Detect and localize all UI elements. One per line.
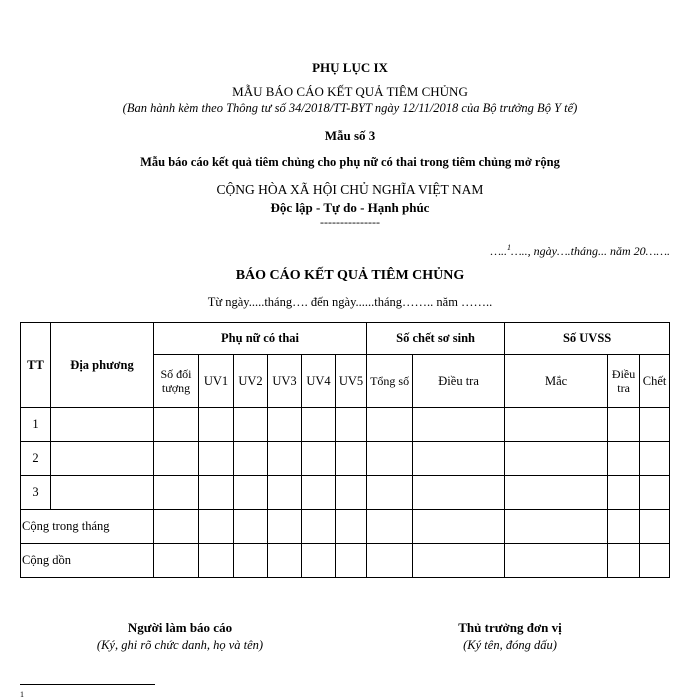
header-locality: Địa phương	[51, 323, 154, 408]
cell	[640, 544, 670, 578]
cell	[268, 476, 302, 510]
cell	[505, 510, 608, 544]
head-note: (Ký tên, đóng dấu)	[463, 638, 557, 652]
cell	[608, 442, 640, 476]
form-description: Mẫu báo cáo kết quả tiêm chủng cho phụ nữ có thai trong tiêm chủng mở rộng	[140, 155, 560, 169]
subheader-uv1: UV1	[199, 355, 234, 408]
cell	[505, 408, 608, 442]
cell	[505, 544, 608, 578]
cell	[608, 544, 640, 578]
report-table	[20, 322, 670, 578]
cell	[234, 544, 268, 578]
head-signature-block	[410, 620, 610, 653]
cumulative-label: Cộng dồn	[21, 544, 154, 578]
cell	[268, 510, 302, 544]
form-title: MẪU BÁO CÁO KẾT QUẢ TIÊM CHỦNG	[232, 84, 468, 99]
cell	[367, 544, 413, 578]
cell	[234, 442, 268, 476]
cell	[640, 442, 670, 476]
cell	[154, 442, 199, 476]
cell	[336, 510, 367, 544]
subheader-uvss-investigated: Điều tra	[608, 355, 640, 408]
subheader-subjects: Số đối tượng	[154, 355, 199, 408]
cell	[234, 510, 268, 544]
cell	[336, 544, 367, 578]
reporter-note: (Ký, ghi rõ chức danh, họ và tên)	[96, 638, 264, 652]
report-period: Từ ngày.....tháng…. đến ngày......tháng…….. năm ……..	[207, 295, 493, 309]
subheader-investigated: Điều tra	[413, 355, 505, 408]
cell	[51, 476, 154, 510]
cell	[302, 442, 336, 476]
subheader-uv2: UV2	[234, 355, 268, 408]
cell	[413, 408, 505, 442]
issued-note: (Ban hành kèm theo Thông tư số 34/2018/TT-BYT ngày 12/11/2018 của Bộ trưởng Bộ Y tế)	[122, 101, 578, 115]
subheader-deaths: Chết	[640, 355, 670, 408]
place-blank: …..	[490, 244, 507, 258]
cell	[608, 408, 640, 442]
cell	[302, 544, 336, 578]
row-number: 3	[21, 476, 51, 510]
head-title: Thủ trưởng đơn vị	[458, 620, 562, 635]
cell	[268, 408, 302, 442]
subheader-uv5: UV5	[336, 355, 367, 408]
header-pregnant-women: Phụ nữ có thai	[154, 323, 367, 355]
reporter-signature-block	[80, 620, 280, 653]
nation-name: CỘNG HÒA XÃ HỘI CHỦ NGHĨA VIỆT NAM	[216, 182, 484, 197]
cell	[367, 408, 413, 442]
date-text: ….., ngày….tháng... năm 20…….	[510, 244, 670, 258]
cell	[413, 544, 505, 578]
cell	[640, 476, 670, 510]
cell	[336, 476, 367, 510]
header-newborn-deaths: Số chết sơ sinh	[367, 323, 505, 355]
cell	[640, 510, 670, 544]
cell	[199, 408, 234, 442]
footnote-ref: 1	[506, 243, 511, 252]
cell	[199, 442, 234, 476]
table-row-month-total	[21, 510, 670, 544]
cell	[302, 408, 336, 442]
header-tt: TT	[21, 323, 51, 408]
header-uvss: Số UVSS	[505, 323, 670, 355]
cell	[154, 510, 199, 544]
cell	[608, 476, 640, 510]
cell	[336, 442, 367, 476]
table-row	[21, 442, 670, 476]
cell	[413, 442, 505, 476]
cell	[51, 408, 154, 442]
cell	[505, 442, 608, 476]
cell	[51, 442, 154, 476]
cell	[199, 544, 234, 578]
cell	[302, 476, 336, 510]
cell	[154, 476, 199, 510]
reporter-title: Người làm báo cáo	[127, 620, 233, 635]
place-date-line	[490, 243, 670, 259]
subheader-total: Tổng số	[367, 355, 413, 408]
appendix-title: PHỤ LỤC IX	[312, 60, 388, 75]
cell	[154, 544, 199, 578]
cell	[268, 544, 302, 578]
cell	[336, 408, 367, 442]
subheader-uv3: UV3	[268, 355, 302, 408]
cell	[505, 476, 608, 510]
header-divider: ---------------	[320, 215, 380, 229]
footnote-mark: 1	[20, 690, 24, 699]
cell	[268, 442, 302, 476]
subheader-cases: Mắc	[505, 355, 608, 408]
cell	[367, 476, 413, 510]
national-motto: Độc lập - Tự do - Hạnh phúc	[270, 200, 430, 215]
cell	[413, 510, 505, 544]
row-number: 1	[21, 408, 51, 442]
cell	[413, 476, 505, 510]
cell	[367, 442, 413, 476]
cell	[608, 510, 640, 544]
table-row-cumulative	[21, 544, 670, 578]
cell	[234, 408, 268, 442]
table-row	[21, 476, 670, 510]
table-row	[21, 408, 670, 442]
cell	[640, 408, 670, 442]
cell	[199, 476, 234, 510]
cell	[199, 510, 234, 544]
cell	[302, 510, 336, 544]
report-title: BÁO CÁO KẾT QUẢ TIÊM CHỦNG	[235, 268, 465, 283]
footnote-divider	[20, 684, 155, 685]
subheader-uv4: UV4	[302, 355, 336, 408]
month-total-label: Cộng trong tháng	[21, 510, 154, 544]
cell	[367, 510, 413, 544]
cell	[154, 408, 199, 442]
row-number: 2	[21, 442, 51, 476]
form-number: Mẫu số 3	[324, 128, 376, 143]
cell	[234, 476, 268, 510]
